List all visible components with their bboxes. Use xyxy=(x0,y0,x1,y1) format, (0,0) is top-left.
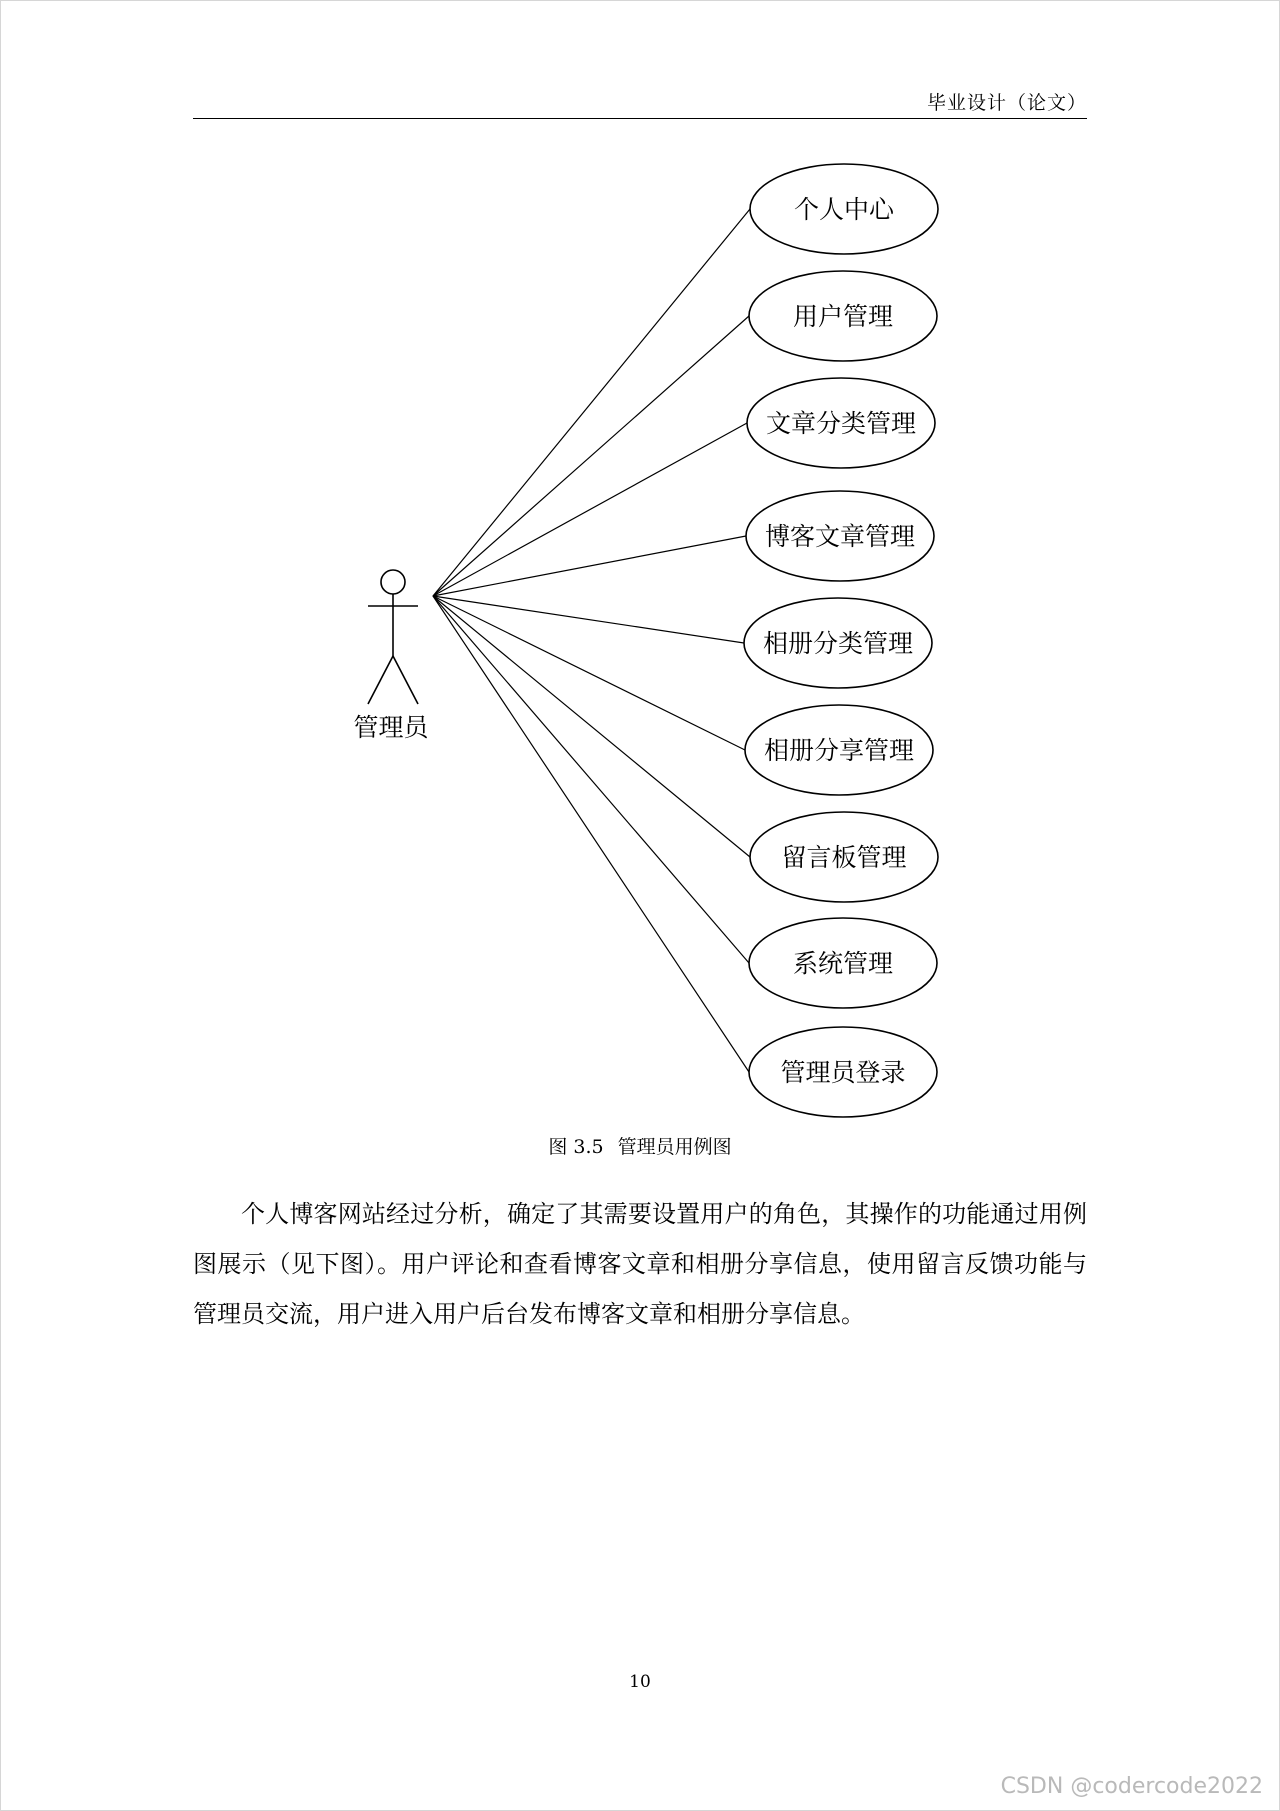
figure-caption xyxy=(0,1132,1280,1159)
use-case-label: 个人中心 xyxy=(793,195,895,224)
association-line xyxy=(433,423,747,596)
use-case-label: 博客文章管理 xyxy=(764,522,916,551)
use-case-label: 用户管理 xyxy=(792,302,894,331)
use-cases xyxy=(744,164,938,1117)
use-case-label: 系统管理 xyxy=(792,949,894,978)
use-case-label: 相册分享管理 xyxy=(763,736,915,765)
use-case-label: 文章分类管理 xyxy=(765,409,917,438)
association-line xyxy=(433,596,749,1072)
actor-label: 管理员 xyxy=(353,713,429,742)
stick-figure-actor-icon xyxy=(368,570,418,704)
association-line xyxy=(433,316,749,596)
use-case-label: 管理员登录 xyxy=(780,1058,906,1087)
page-number: 10 xyxy=(629,1672,651,1692)
running-head: 毕业设计（论文） xyxy=(926,92,1087,114)
figure-caption-text: 管理员用例图 xyxy=(617,1136,732,1158)
use-case-label: 留言板管理 xyxy=(781,843,907,872)
association-line xyxy=(433,209,750,596)
body-paragraph: 个人博客网站经过分析，确定了其需要设置用户的角色，其操作的功能通过用例图展示（见下图）。用户评论和查看博客文章和相册分享信息，使用留言反馈功能与管理员交流，用户进入用户后台发布博客文章和相册分享信息。 xyxy=(193,1200,1087,1328)
association-line xyxy=(433,596,750,857)
use-case-label: 相册分类管理 xyxy=(762,629,914,658)
association-lines xyxy=(433,209,750,1072)
csdn-watermark: CSDN @codercode2022 xyxy=(1000,1774,1263,1799)
association-line xyxy=(433,536,746,596)
association-line xyxy=(433,596,749,963)
figure-caption-number: 图 3.5 xyxy=(548,1136,604,1158)
